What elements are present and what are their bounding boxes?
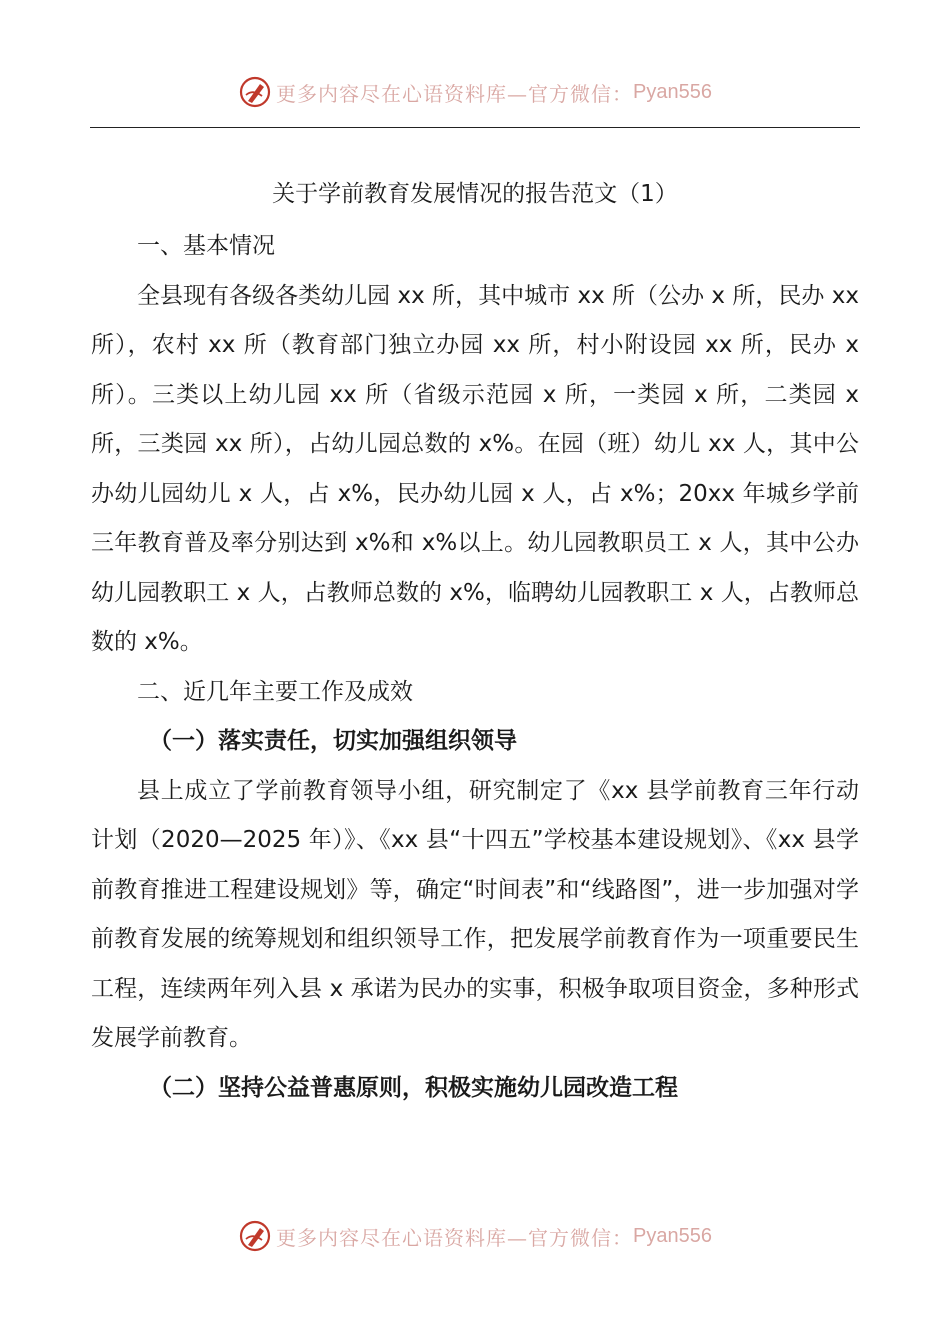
paragraph-responsibility: 县上成立了学前教育领导小组，研究制定了《xx 县学前教育三年行动计划（2020—2025 年）》、《xx 县“十四五”学校基本建设规划》、《xx 县学前教育推进工程建设规划》等，确定“时间表”和“线路图”，进一步加强对学前教育发展的统筹规划和组织领导工作，把发展学前教育作为一项重要民生工程，连续两年列入县 x 承诺为民办的实事，积极争取项目资金，多种形式发展学前教育。 — [91, 777, 859, 1051]
footer-banner — [0, 1214, 950, 1258]
pen-logo-icon — [238, 75, 272, 109]
subheading-public-benefit: （二）坚持公益普惠原则，积极实施幼儿园改造工程 — [149, 1074, 678, 1101]
footer-banner-text: 更多内容尽在心语资料库—官方微信： — [276, 1225, 634, 1250]
header-divider — [90, 127, 860, 128]
subheading-responsibility: （一）落实责任，切实加强组织领导 — [149, 728, 517, 754]
pen-logo-icon — [238, 1219, 272, 1253]
banner-contact: Pyan556 — [633, 80, 712, 103]
banner-text: 更多内容尽在心语资料库—官方微信： — [276, 81, 634, 106]
document-body — [91, 170, 859, 1113]
footer-banner-contact: Pyan556 — [633, 1224, 712, 1247]
section-heading-basic: 一、基本情况 — [137, 233, 275, 259]
paragraph-basic-situation: 全县现有各级各类幼儿园 xx 所，其中城市 xx 所（公办 x 所，民办 xx 所），农村 xx 所（教育部门独立办园 xx 所，村小附设园 xx 所，民办 x 所）。三类以上幼儿园 xx 所（省级示范园 x 所，一类园 x 所，二类园 x 所，三类园 xx 所），占幼儿园总数的 x%。在园（班）幼儿 xx 人，其中公办幼儿园幼儿 x 人，占 x%，民办幼儿园 x 人，占 x%；20xx 年城乡学前三年教育普及率分别达到 x%和 x%以上。幼儿园教职员工 x 人，其中公办幼儿园教职工 x 人，占教师总数的 x%，临聘幼儿园教职工 x 人，占教师总数的 x%。 — [91, 282, 859, 655]
header-banner — [0, 70, 950, 114]
document-title: 关于学前教育发展情况的报告范文（1） — [272, 181, 678, 207]
section-heading-work: 二、近几年主要工作及成效 — [137, 678, 413, 705]
